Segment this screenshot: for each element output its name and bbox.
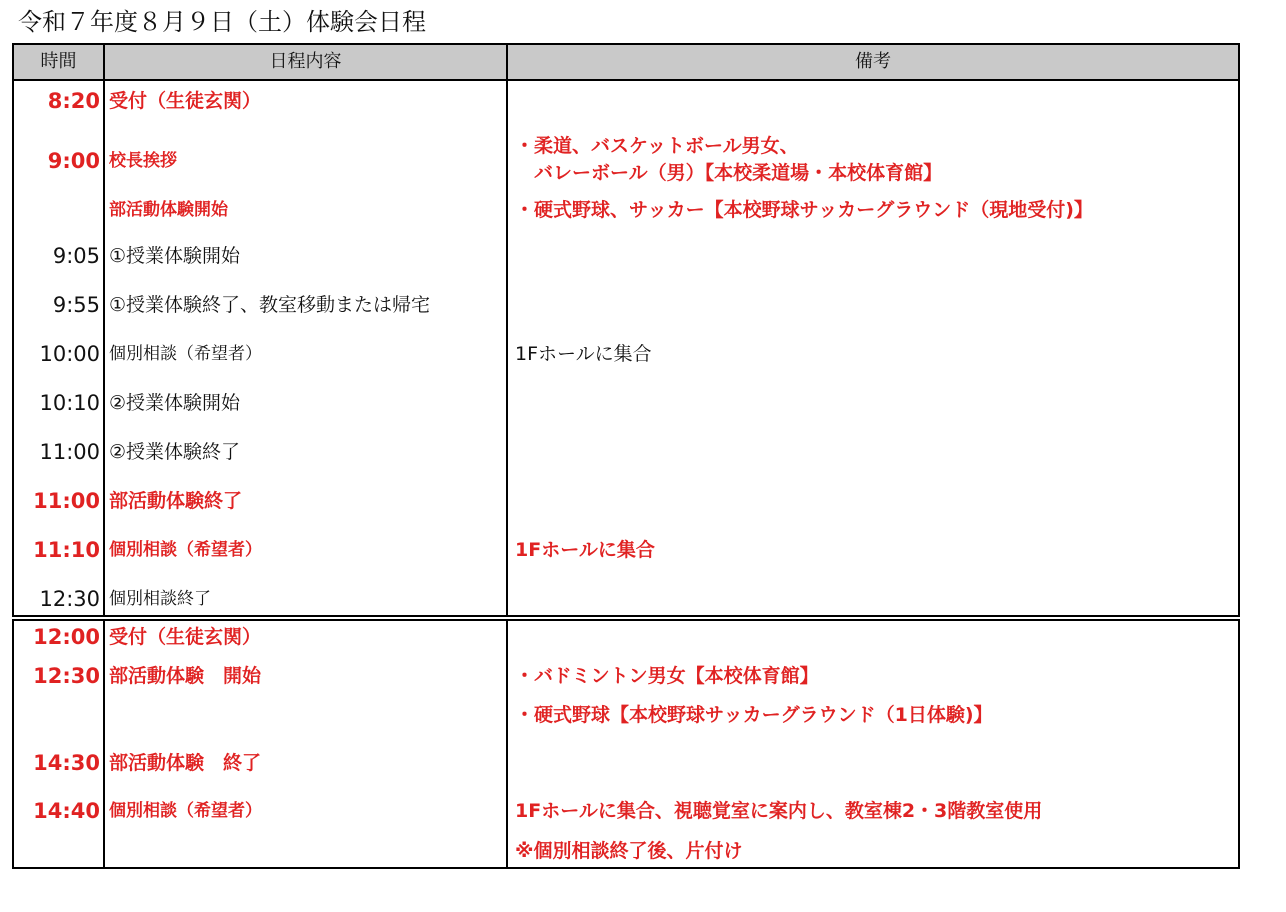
row-content: ②授業体験開始 bbox=[109, 392, 241, 414]
page-title: 令和７年度８月９日（土）体験会日程 bbox=[18, 8, 426, 36]
row-content: 個別相談終了 bbox=[109, 589, 211, 609]
row-content: 部活動体験 開始 bbox=[109, 665, 262, 687]
row-time: 11:00 bbox=[39, 440, 100, 464]
row-note: 1Fホールに集合 bbox=[515, 343, 652, 365]
column-divider bbox=[506, 45, 508, 615]
row-note: ・硬式野球、サッカー【本校野球サッカーグラウンド（現地受付)】 bbox=[515, 199, 1093, 221]
row-note: 1Fホールに集合 bbox=[515, 539, 655, 561]
row-note: バレーボール（男）【本校柔道場・本校体育館】 bbox=[515, 162, 943, 184]
row-time: 14:30 bbox=[33, 751, 100, 775]
row-content: 部活動体験開始 bbox=[109, 200, 228, 220]
column-divider bbox=[506, 621, 508, 867]
row-note: ・硬式野球【本校野球サッカーグラウンド（1日体験)】 bbox=[515, 704, 993, 726]
row-time: 11:10 bbox=[33, 538, 100, 562]
row-content: 部活動体験終了 bbox=[109, 490, 243, 512]
row-content: 受付（生徒玄関） bbox=[109, 90, 262, 112]
row-content: ②授業体験終了 bbox=[109, 441, 241, 463]
header-notes: 備考 bbox=[855, 51, 891, 72]
row-note: ・柔道、バスケットボール男女、 bbox=[515, 135, 799, 157]
schedule-table-morning bbox=[12, 43, 1240, 617]
row-time: 10:10 bbox=[39, 391, 100, 415]
header-time: 時間 bbox=[40, 51, 77, 72]
row-time: 12:00 bbox=[33, 625, 100, 649]
table-header bbox=[14, 45, 1238, 81]
row-content: 部活動体験 終了 bbox=[109, 752, 262, 774]
row-time: 12:30 bbox=[33, 664, 100, 688]
row-time: 9:00 bbox=[47, 149, 100, 173]
schedule-table-afternoon bbox=[12, 619, 1240, 869]
row-note: ※個別相談終了後、片付け bbox=[515, 840, 743, 862]
row-content: 校長挨拶 bbox=[109, 151, 177, 171]
header-content: 日程内容 bbox=[269, 51, 342, 72]
row-time: 9:05 bbox=[52, 244, 100, 268]
row-content: ①授業体験開始 bbox=[109, 245, 241, 267]
row-content: ①授業体験終了、教室移動または帰宅 bbox=[109, 294, 431, 316]
row-time: 12:30 bbox=[39, 587, 100, 611]
row-time: 10:00 bbox=[39, 342, 100, 366]
row-time: 9:55 bbox=[52, 293, 100, 317]
row-note: ・バドミントン男女【本校体育館】 bbox=[515, 665, 819, 687]
row-content: 個別相談（希望者） bbox=[109, 540, 262, 560]
row-time: 14:40 bbox=[33, 799, 100, 823]
row-content: 個別相談（希望者） bbox=[109, 344, 262, 364]
row-content: 個別相談（希望者） bbox=[109, 801, 262, 821]
row-time: 11:00 bbox=[33, 489, 100, 513]
column-divider bbox=[103, 45, 105, 615]
column-divider bbox=[103, 621, 105, 867]
row-note: 1Fホールに集合、視聴覚室に案内し、教室棟2・3階教室使用 bbox=[515, 800, 1043, 822]
row-content: 受付（生徒玄関） bbox=[109, 626, 262, 648]
row-time: 8:20 bbox=[47, 89, 100, 113]
